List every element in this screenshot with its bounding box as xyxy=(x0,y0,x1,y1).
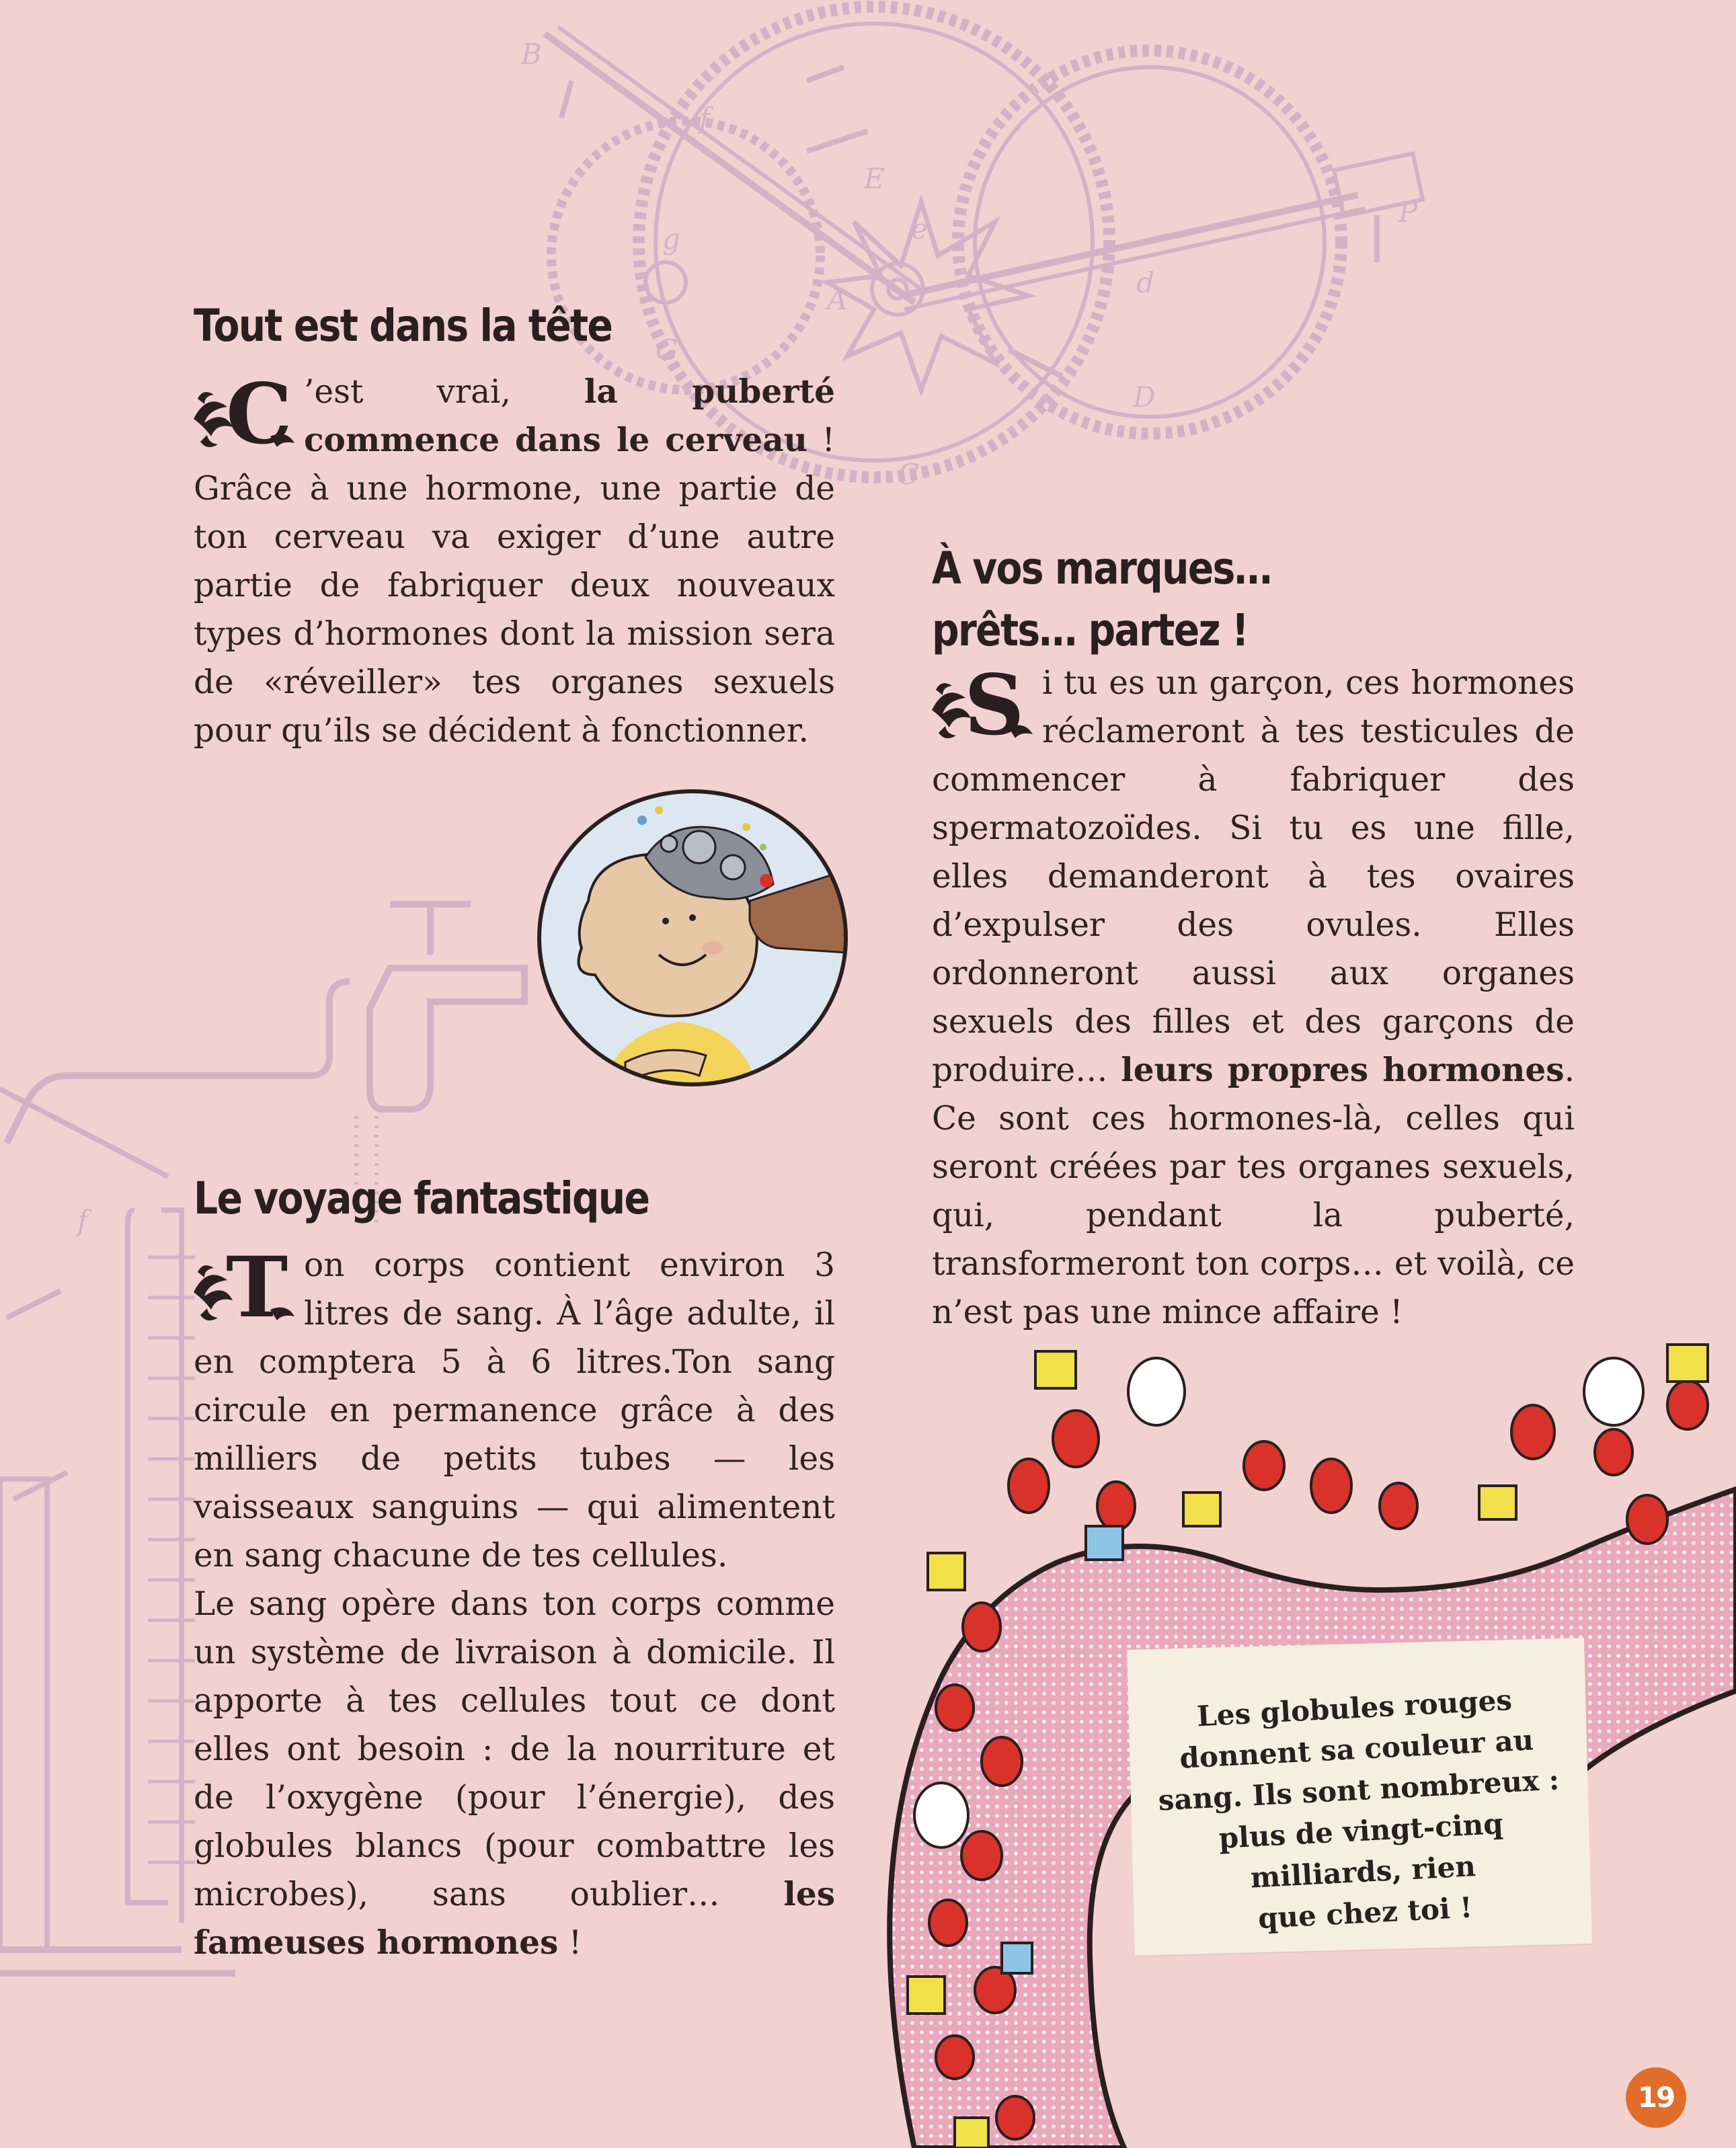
dropcap-s: S xyxy=(929,663,1037,754)
child-head-gears-icon xyxy=(524,780,874,1096)
engraving-label-p: P xyxy=(1398,196,1418,229)
engraving-label-f-left: f xyxy=(77,1204,88,1237)
engraving-label-d-upper: D xyxy=(1133,381,1156,413)
engraving-label-g-upper: G xyxy=(656,333,678,366)
engraving-label-g-lower: g xyxy=(662,223,680,255)
caption-text: Les globules rouges donnent sa couleur au sang. Ils sont nombreux : plus de vingt-cinq milliards, rien que chez toi ! xyxy=(1157,1683,1561,1936)
engraving-label-d-lower: d xyxy=(1136,266,1154,299)
paragraph-le-voyage-fantastique: T on corps contient environ 3 litres de sang. À l’âge adulte, il en comptera 5 à 6 litres.Ton sang circule en permanence grâce à des milliers de petits tubes — les vaisseaux sanguins — qui alimentent en sang chacune de tes cellules. Le sang opère dans ton corps comme un système de livraison à domicile. Il apporte à tes cellules tout ce dont elles ont besoin : de la nourriture et de l’oxygène (pour l’énergie), des globules blancs (pour combattre les microbes), sans oublier… les fameuses hormones ! xyxy=(194,1241,835,1967)
engraving-label-a: A xyxy=(827,283,848,316)
heading-a-vos-marques: À vos marques… prêts… partez ! xyxy=(932,543,1271,656)
paragraph-a-vos-marques: S i tu es un garçon, ces hormones réclameront à tes testicules de commencer à fabriquer des spermatozoïdes. Si tu es une fille, elles demanderont à tes ovaires d’expulser des ovules. Elles ordonneront aussi aux organes sexuels des filles et des garçons de produire… leurs propres hormones. Ce sont ces hormones-là, celles qui seront créées par tes organes sexuels, qui, pendant la puberté, transformeront ton corps… et voilà, ce n’est pas une mince affaire ! xyxy=(932,659,1575,1337)
dropcap-t: T xyxy=(191,1245,299,1337)
heading-tout-est-dans-la-tete: Tout est dans la tête xyxy=(194,300,613,352)
engraving-label-b: B xyxy=(521,38,542,71)
engraving-label-e-upper: E xyxy=(864,162,885,195)
dropcap-c: C xyxy=(191,372,299,463)
heading-le-voyage-fantastique: Le voyage fantastique xyxy=(194,1172,649,1224)
engraving-label-c: C xyxy=(898,458,920,491)
engraving-label-f: f xyxy=(699,102,710,134)
paragraph-tout-est-dans-la-tete: C ’est vrai, la puberté commence dans le cerveau ! Grâce à une hormone, une partie de ton cerveau va exiger d’une autre partie de fabriquer deux nouveaux types d’hormones dont la mission sera de «réveiller» tes organes sexuels pour qu’ils se décident à fonctionner. xyxy=(194,368,835,755)
page-number: 19 xyxy=(1626,2067,1686,2128)
engraving-label-e-lower: e xyxy=(911,212,928,245)
